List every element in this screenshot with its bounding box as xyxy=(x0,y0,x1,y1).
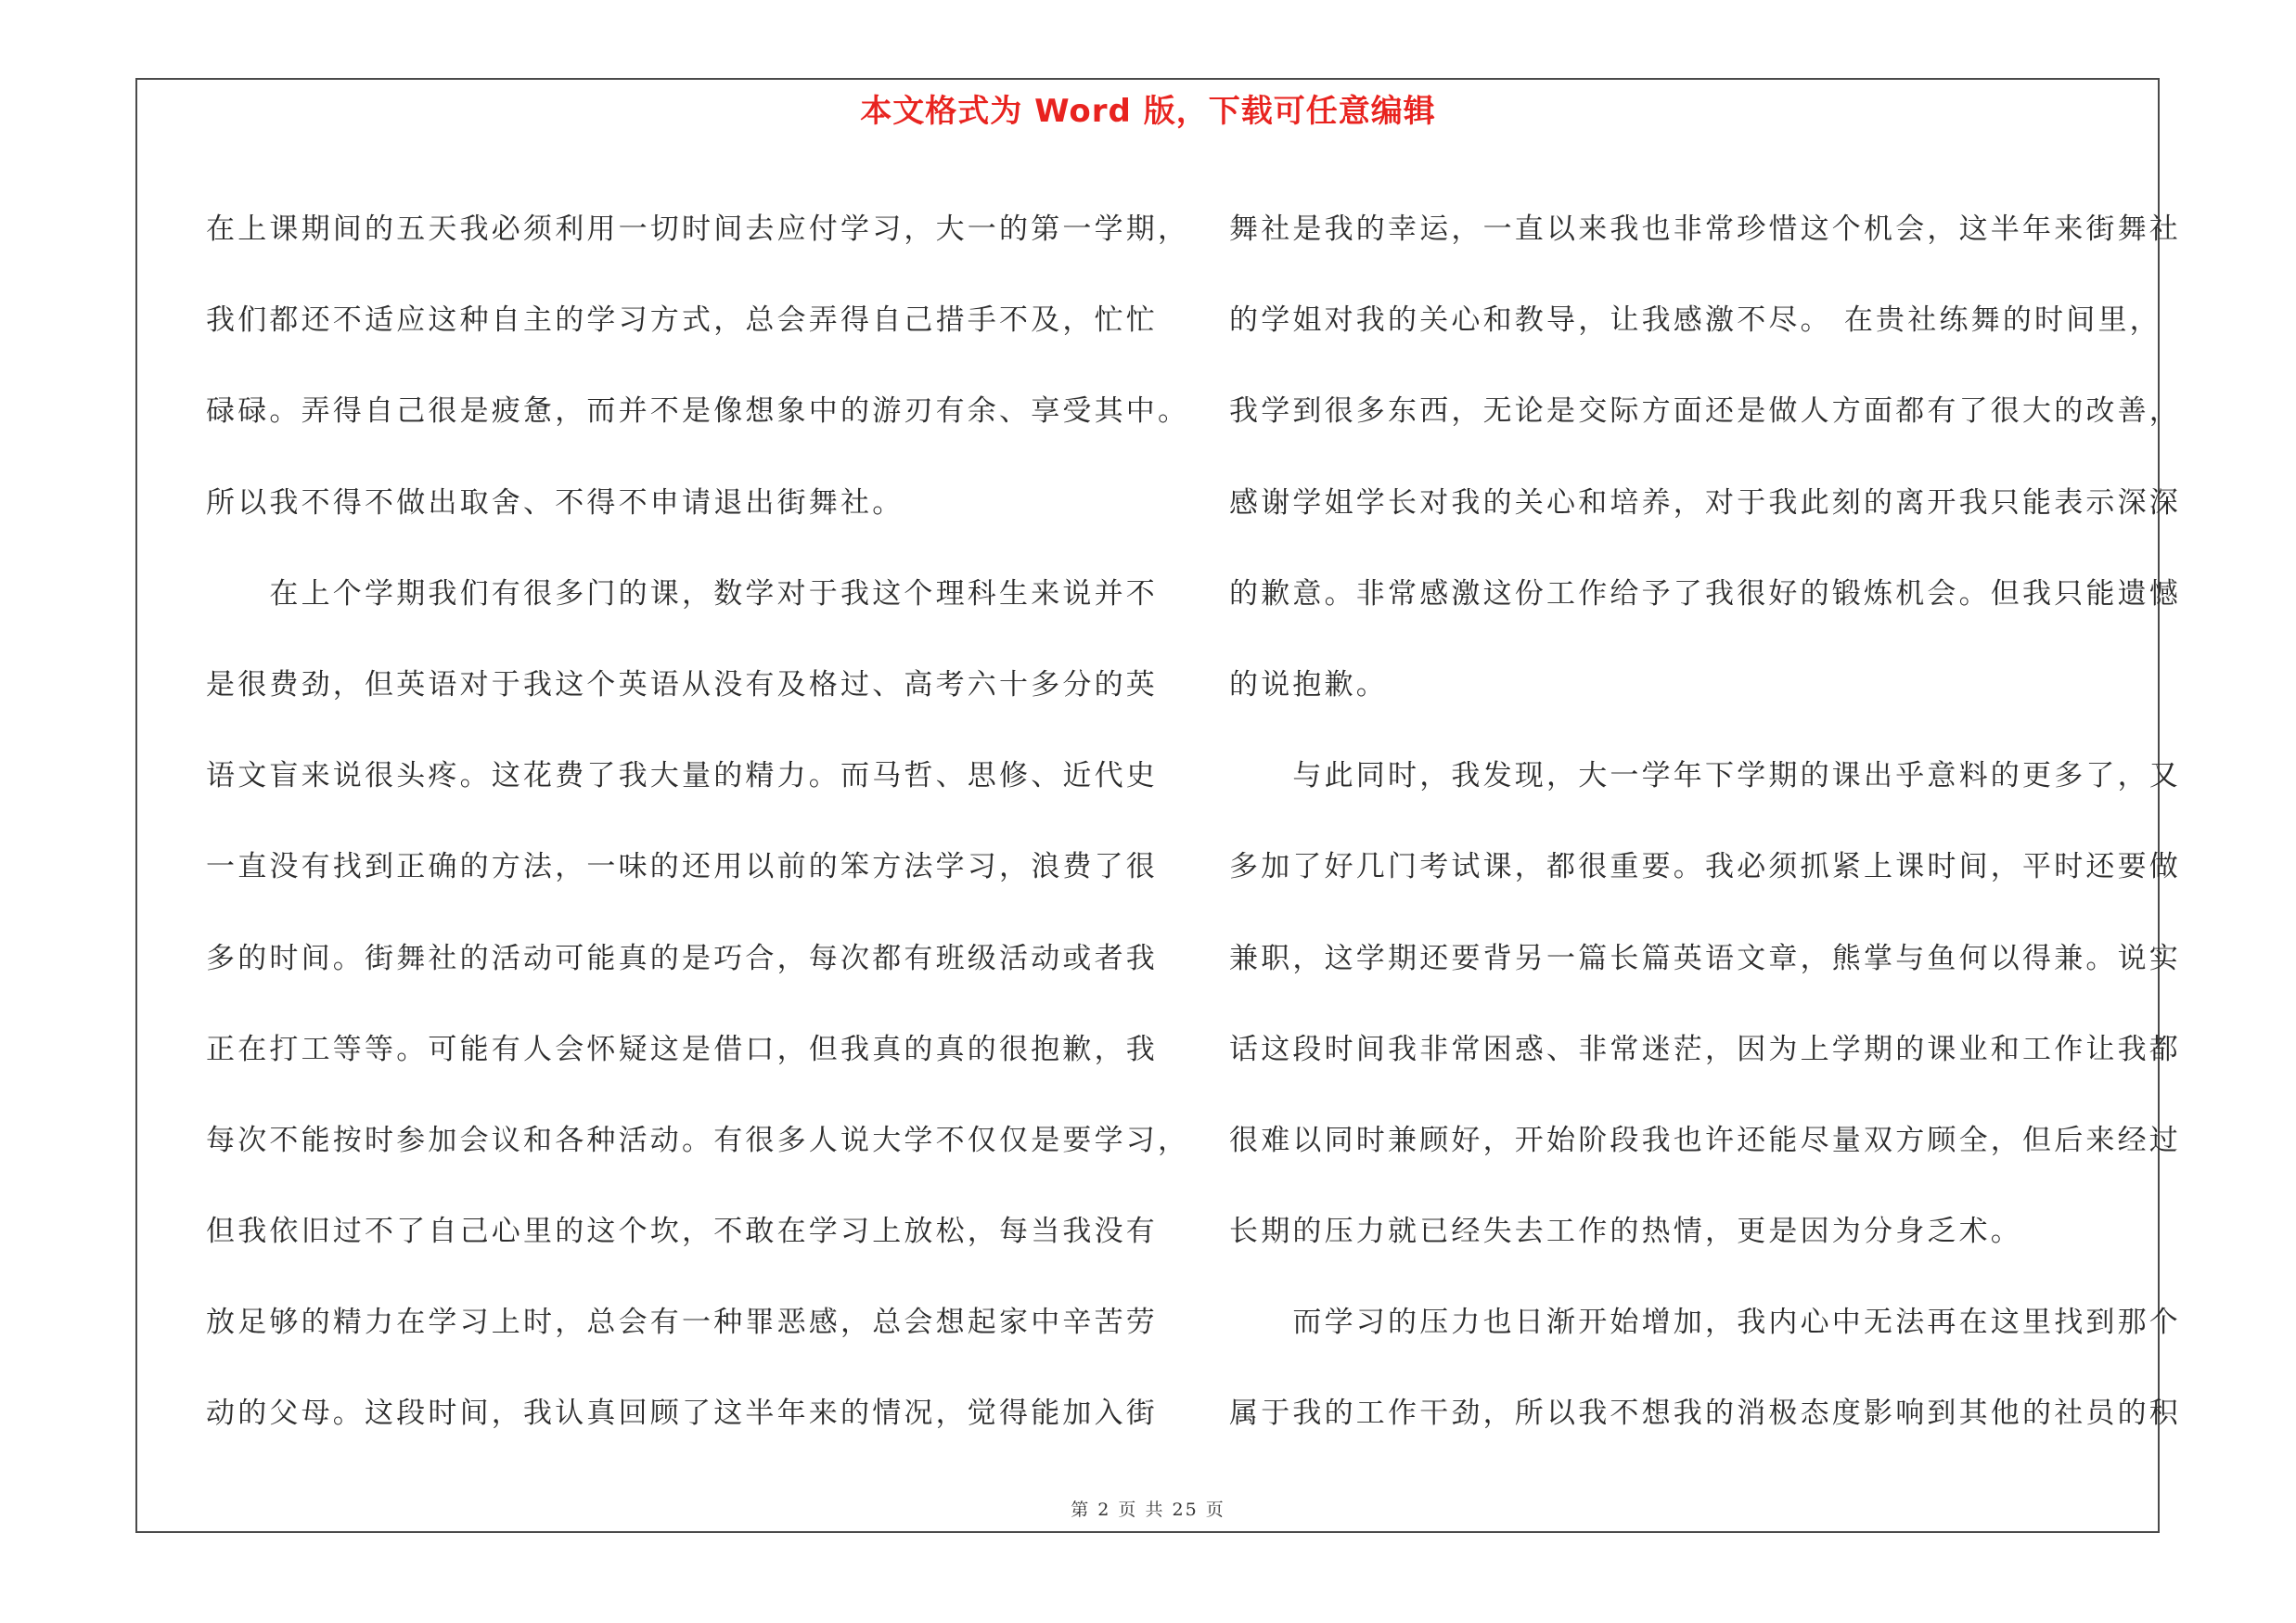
text-line: 我们都还不适应这种自主的学习方式，总会弄得自己措手不及，忙忙 xyxy=(206,303,1158,338)
text-line: 在上个学期我们有很多门的课，数学对于我这个理科生来说并不 xyxy=(206,576,1158,611)
text-line: 但我依旧过不了自己心里的这个坎，不敢在学习上放松，每当我没有 xyxy=(206,1215,1158,1249)
text-line: 兼职，这学期还要背另一篇长篇英语文章，熊掌与鱼何以得兼。说实 xyxy=(1229,941,2181,975)
text-line: 多的时间。街舞社的活动可能真的是巧合，每次都有班级活动或者我 xyxy=(206,941,1158,975)
text-line: 的说抱歉。 xyxy=(1229,667,1388,702)
text-line: 感谢学姐学长对我的关心和培养，对于我此刻的离开我只能表示深深 xyxy=(1229,485,2181,520)
text-line: 我学到很多东西，无论是交际方面还是做人方面都有了很大的改善， xyxy=(1229,394,2181,429)
text-line: 是很费劲，但英语对于我这个英语从没有及格过、高考六十多分的英 xyxy=(206,667,1158,702)
text-line: 与此同时，我发现，大一学年下学期的课出乎意料的更多了，又 xyxy=(1229,759,2181,793)
text-line: 属于我的工作干劲，所以我不想我的消极态度影响到其他的社员的积 xyxy=(1229,1397,2181,1431)
text-line: 动的父母。这段时间，我认真回顾了这半年来的情况，觉得能加入街 xyxy=(206,1397,1158,1431)
text-line: 放足够的精力在学习上时，总会有一种罪恶感，总会想起家中辛苦劳 xyxy=(206,1306,1158,1340)
text-line: 每次不能按时参加会议和各种活动。有很多人说大学不仅仅是要学习， xyxy=(206,1123,1190,1157)
text-line: 的学姐对我的关心和教导，让我感激不尽。 在贵社练舞的时间里， xyxy=(1229,303,2161,338)
text-line: 正在打工等等。可能有人会怀疑这是借口，但我真的真的很抱歉，我 xyxy=(206,1032,1158,1066)
text-line: 舞社是我的幸运，一直以来我也非常珍惜这个机会，这半年来街舞社 xyxy=(1229,213,2181,246)
text-line: 的歉意。非常感激这份工作给予了我很好的锻炼机会。但我只能遗憾 xyxy=(1229,576,2181,611)
text-line: 在上课期间的五天我必须利用一切时间去应付学习，大一的第一学期， xyxy=(206,213,1190,246)
text-line: 长期的压力就已经失去工作的热情，更是因为分身乏术。 xyxy=(1229,1215,2022,1249)
text-line: 一直没有找到正确的方法，一味的还用以前的笨方法学习，浪费了很 xyxy=(206,850,1158,884)
text-line: 很难以同时兼顾好，开始阶段我也许还能尽量双方顾全，但后来经过 xyxy=(1229,1123,2181,1157)
text-line: 碌碌。弄得自己很是疲惫，而并不是像想象中的游刃有余、享受其中。 xyxy=(206,394,1190,429)
text-line: 多加了好几门考试课，都很重要。我必须抓紧上课时间，平时还要做 xyxy=(1229,850,2181,884)
text-line: 语文盲来说很头疼。这花费了我大量的精力。而马哲、思修、近代史 xyxy=(206,759,1158,793)
left-column xyxy=(206,184,1190,1460)
text-line: 所以我不得不做出取舍、不得不申请退出街舞社。 xyxy=(206,485,904,520)
text-line: 话这段时间我非常困惑、非常迷茫，因为上学期的课业和工作让我都 xyxy=(1229,1032,2181,1066)
page-number: 第 2 页 共 25 页 xyxy=(1071,1500,1225,1520)
right-column xyxy=(1229,184,2181,1460)
text-line: 而学习的压力也日渐开始增加，我内心中无法再在这里找到那个 xyxy=(1229,1306,2181,1340)
header-banner: 本文格式为 Word 版，下载可任意编辑 xyxy=(860,93,1436,130)
